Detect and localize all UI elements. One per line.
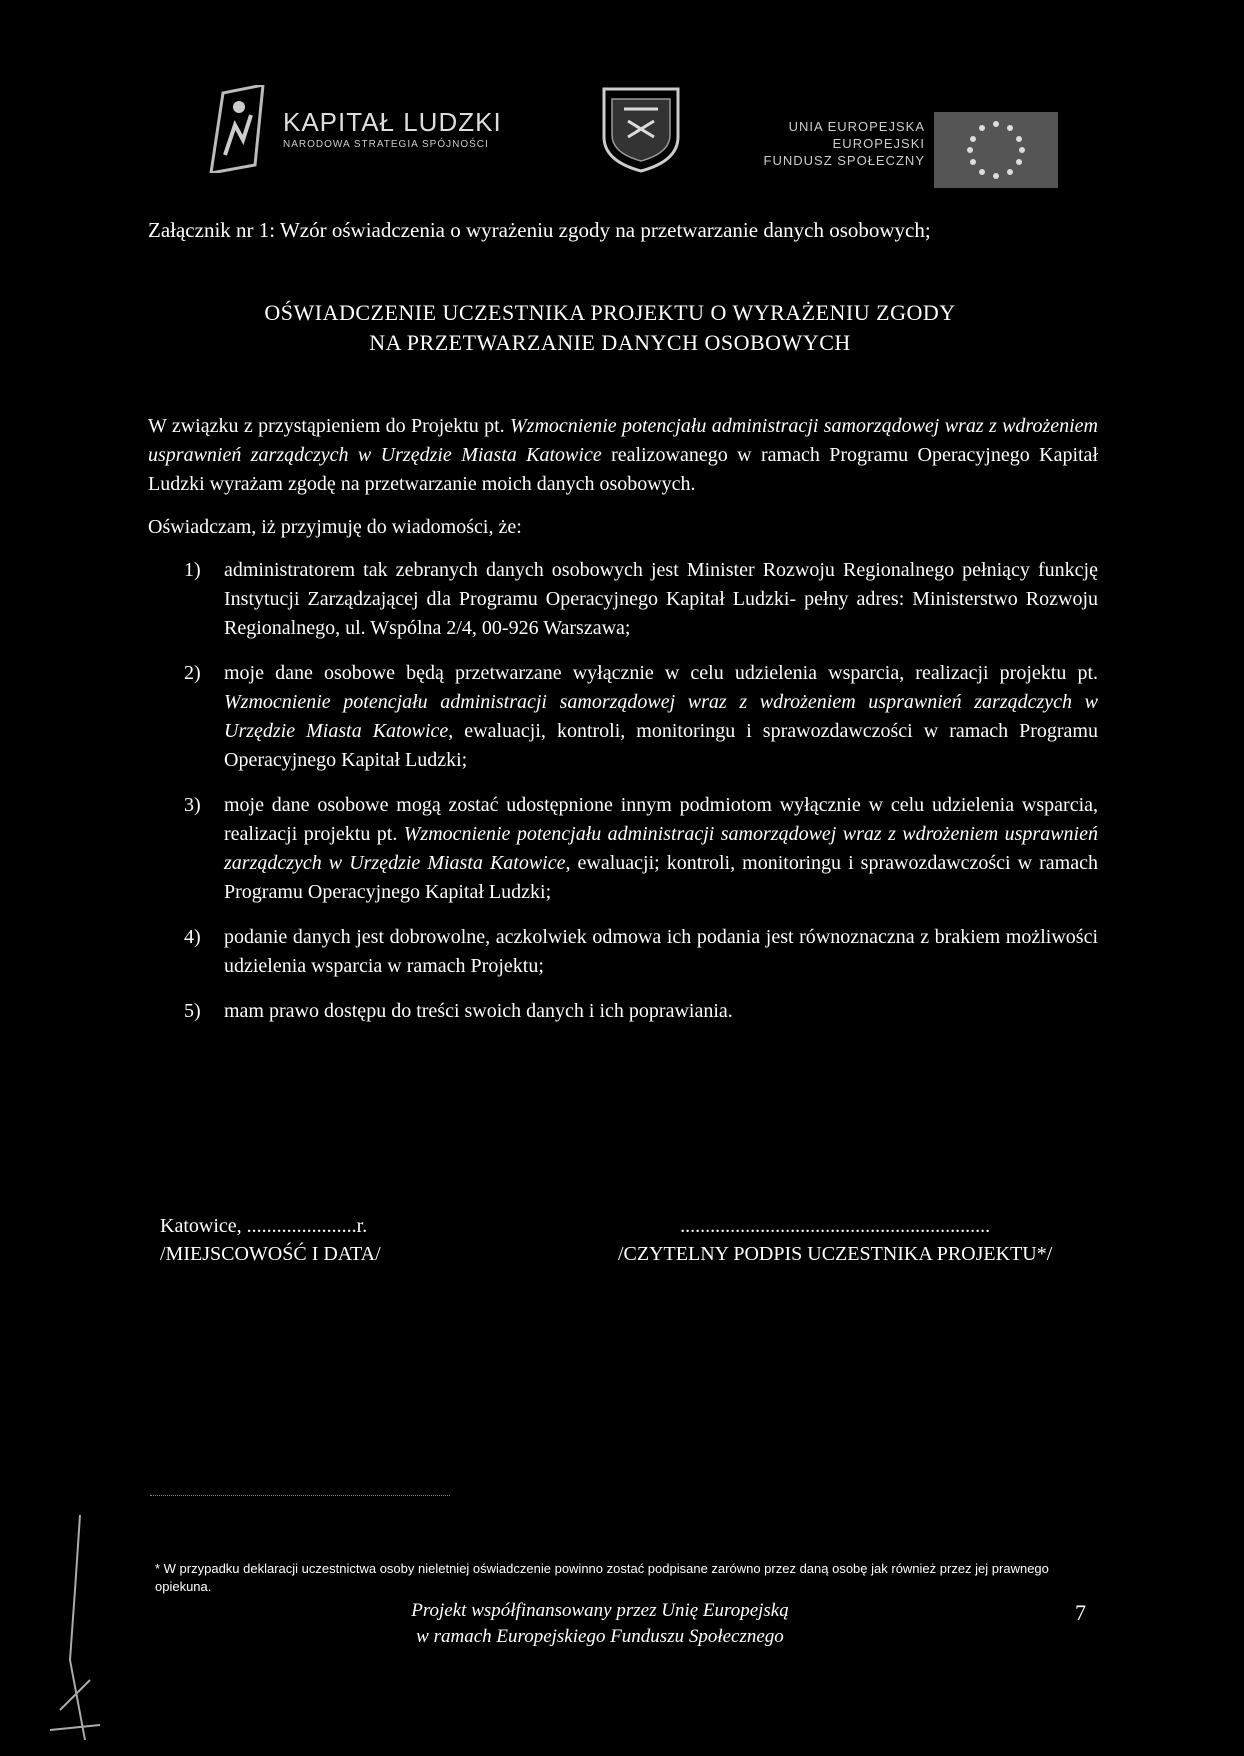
footnote: * W przypadku deklaracji uczestnictwa osoby nieletniej oświadczenie powinno zostać podpisane zarówno przez daną osobę jak również przez jej prawnego opiekuna. [155, 1561, 1049, 1594]
title-line-1: OŚWIADCZENIE UCZESTNIKA PROJEKTU O WYRAŻENIU ZGODY [264, 300, 956, 325]
kapital-ludzki-subtitle: NARODOWA STRATEGIA SPÓJNOŚCI [283, 139, 489, 150]
item-number: 5) [184, 1000, 201, 1022]
place-date-label: /MIEJSCOWOŚĆ I DATA/ [160, 1243, 381, 1265]
eu-fund-text [720, 118, 925, 169]
item-text: podanie danych jest dobrowolne, aczkolwiek odmowa ich podania jest równoznaczna z brakiem możliwości udzielenia wsparcia w ramach Projektu; [224, 926, 1098, 977]
item-text: administratorem tak zebranych danych osobowych jest Minister Rozwoju Regionalnego pełniący funkcję Instytucji Zarządzającej dla Programu Operacyjnego Kapitał Ludzki- pełny adres: Ministerstwo Rozwoju Regionalnego, ul. Wspólna 2/4, 00-926 Warszawa; [224, 559, 1098, 639]
eu-flag-icon [934, 112, 1058, 188]
item-number: 4) [184, 926, 201, 948]
item-number: 3) [184, 794, 201, 816]
statement: Oświadczam, iż przyjmuję do wiadomości, że: [148, 516, 522, 538]
footnote-divider [150, 1495, 450, 1497]
intro-paragraph [148, 412, 1098, 499]
document-body [148, 412, 1098, 1042]
signature-line: .............................................................. [680, 1215, 991, 1237]
consent-list [148, 556, 1098, 1026]
item-text-post: , ewaluacji; kontroli, monitoringu i sprawozdawczości w ramach Programu Operacyjnego Kapitał Ludzki; [224, 852, 1098, 903]
item-italic: Wzmocnienie potencjału administracji samorządowej wraz z wdrożeniem usprawnień zarządczych w Urzędzie Miasta Katowice [224, 823, 1098, 874]
handwritten-mark-icon [30, 1510, 120, 1750]
cofinancing-note [330, 1598, 870, 1650]
annex-heading: Załącznik nr 1: Wzór oświadczenia o wyrażeniu zgody na przetwarzanie danych osobowych; [148, 218, 931, 242]
document-title [180, 298, 1040, 358]
eu-line-1: UNIA EUROPEJSKA [788, 119, 925, 134]
page-number: 7 [1075, 1600, 1086, 1625]
list-item [148, 659, 1098, 775]
item-text: mam prawo dostępu do treści swoich danych i ich poprawiania. [224, 1000, 733, 1022]
item-text: moje dane osobowe mogą zostać udostępnione innym podmiotom wyłącznie w celu udzielenia wsparcia, realizacji projektu pt. [224, 794, 1098, 845]
katowice-crest-icon [600, 85, 682, 173]
kapital-ludzki-title: KAPITAŁ LUDZKI [283, 107, 502, 137]
intro-project-name: Wzmocnienie potencjału administracji samorządowej wraz z wdrożeniem usprawnień zarządczych w Urzędzie Miasta Katowice [148, 415, 1099, 466]
intro-post: realizowanego w ramach Programu Operacyjnego Kapitał Ludzki wyrażam zgodę na przetwarzanie moich danych osobowych. [148, 444, 1098, 495]
list-item [148, 791, 1098, 907]
list-item [148, 556, 1098, 643]
place-date-field: Katowice, ......................r. [160, 1215, 368, 1237]
cofinancing-line-2: w ramach Europejskiego Funduszu Społecznego [416, 1626, 784, 1647]
item-text-post: , ewaluacji, kontroli, monitoringu i sprawozdawczości w ramach Programu Operacyjnego Kapitał Ludzki; [224, 720, 1098, 771]
kapital-ludzki-logo [205, 85, 505, 175]
eu-line-2: EUROPEJSKI [832, 136, 925, 151]
title-line-2: NA PRZETWARZANIE DANYCH OSOBOWYCH [369, 330, 851, 355]
item-text: moje dane osobowe będą przetwarzane wyłącznie w celu udzielenia wsparcia, realizacji projektu pt. [224, 662, 1098, 684]
eu-line-3: FUNDUSZ SPOŁECZNY [763, 153, 925, 168]
item-italic: Wzmocnienie potencjału administracji samorządowej wraz z wdrożeniem usprawnień zarządczych w Urzędzie Miasta Katowice [224, 691, 1098, 742]
item-number: 2) [184, 662, 201, 684]
place-date-block [160, 1212, 381, 1268]
item-number: 1) [184, 559, 201, 581]
cofinancing-line-1: Projekt współfinansowany przez Unię Europejską [411, 1600, 789, 1621]
signature-label: /CZYTELNY PODPIS UCZESTNIKA PROJEKTU*/ [618, 1243, 1053, 1265]
intro-pre: W związku z przystąpieniem do Projektu pt. [148, 415, 510, 437]
signature-block [618, 1212, 1052, 1268]
list-item [148, 923, 1098, 981]
kapital-ludzki-figure-icon [205, 85, 265, 173]
list-item [148, 997, 1098, 1026]
